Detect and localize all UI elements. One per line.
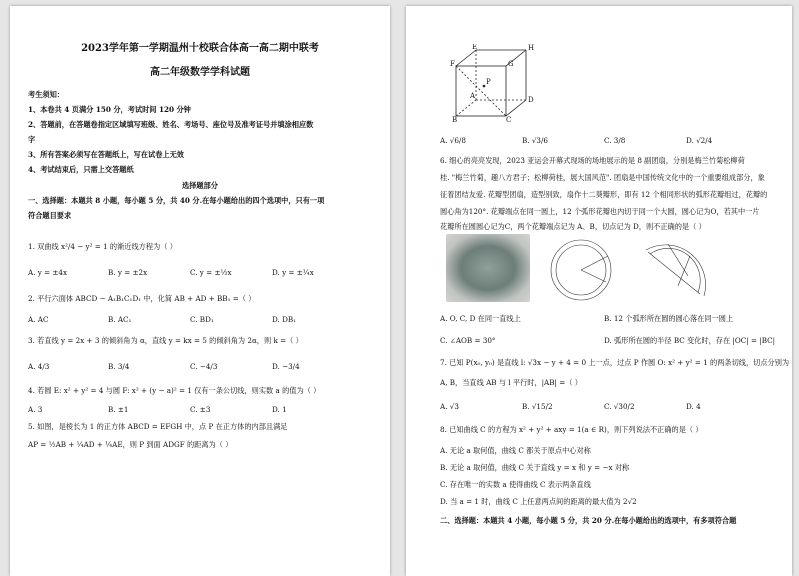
q7-option-c: C. √30/2 xyxy=(604,402,635,411)
notice-line: 2、答题前，在答题卷指定区域填写班级、姓名、考场号、座位号及准考证号并填涂相应数 xyxy=(28,120,314,129)
question-4-stem: 4. 若圆 E: x² + y² = 4 与圆 F: x² + (y − a)² = 1 仅有一条公切线，则实数 a 的值为（ ） xyxy=(28,386,321,395)
question-6-line: 征着团结友爱. 花瓣型团扇，造型别致，扇作十二葵瓣形，即有 12 个相同形状的弧形花瓣组过，花瓣的 xyxy=(440,190,768,199)
q3-option-c: C. −4/3 xyxy=(190,362,218,371)
question-8-stem: 8. 已知曲线 C 的方程为 x² + y² + axy = 1(a ∈ R)，则下列说法不正确的是（ ） xyxy=(440,425,703,434)
question-5-stem-cont: AP = ½AB + ¼AD + ¼AE，则 P 到面 ADGF 的距离为（ ） xyxy=(28,440,233,449)
part1-heading: 一、选择题：本题共 8 小题，每小题 5 分，共 40 分.在每小题给出的四个选项中，只有一项 xyxy=(28,196,325,205)
notice-line: 4、考试结束后，只需上交答题纸 xyxy=(28,165,134,174)
question-5-stem: 5. 如图，是棱长为 1 的正方体 ABCD = EFGH 中，点 P 在正方体的内部且满足 xyxy=(28,422,288,431)
cube-label: D xyxy=(528,96,534,104)
fan-photo xyxy=(446,234,530,302)
section-label: 选择题部分 xyxy=(182,181,218,190)
q4-option-b: B. ±1 xyxy=(108,405,129,414)
q6-option-d: D. 弧形所在圆的半径 BC 变化时，存在 |OC| = |BC| xyxy=(604,336,776,345)
q2-option-b: B. AC₁ xyxy=(108,315,132,324)
q1-option-c: C. y = ±½x xyxy=(190,268,232,277)
question-6-line: 桂. "梅兰竹菊，趣八方君子；松柳荷桂，展大国风范". 团扇是中国传统文化中的一个重要组成部分，象 xyxy=(440,173,765,182)
q8-option-a: A. 无论 a 取何值，曲线 C 都关于原点中心对称 xyxy=(440,446,591,455)
q1-option-a: A. y = ±4x xyxy=(28,268,68,277)
q2-option-a: A. AC xyxy=(28,315,49,324)
q3-option-a: A. 4/3 xyxy=(28,362,50,371)
notice-heading: 考生须知： xyxy=(28,90,64,99)
q6-option-a: A. O, C, D 在同一直线上 xyxy=(440,314,521,323)
q6-option-b: B. 12 个弧形所在圆的圆心落在同一圆上 xyxy=(604,314,734,323)
q5-option-c: C. 3/8 xyxy=(604,136,626,145)
cube-label: E xyxy=(472,44,478,51)
q6-option-c: C. ∠AOB = 30° xyxy=(440,336,496,345)
q2-option-c: C. BD₁ xyxy=(190,315,214,324)
cube-label: A xyxy=(470,92,476,100)
cube-label: H xyxy=(528,44,535,52)
exam-subtitle: 高二年级数学学科试题 xyxy=(150,67,250,78)
question-2-stem: 2. 平行六面体 ABCD − A₁B₁C₁D₁ 中，化简 AB + AD + BB₁ =（ ） xyxy=(28,294,256,303)
q5-option-a: A. √6/8 xyxy=(440,136,466,145)
cube-label: F xyxy=(450,60,455,68)
q4-option-a: A. 3 xyxy=(28,405,43,414)
question-7-stem-cont: A, B，当直线 AB 与 l 平行时，|AB| =（ ） xyxy=(440,378,582,387)
cube-label: G xyxy=(508,60,514,68)
notice-line: 1、本卷共 4 页满分 150 分，考试时间 120 分钟 xyxy=(28,105,191,114)
q1-option-b: B. y = ±2x xyxy=(108,268,148,277)
q7-option-d: D. 4 xyxy=(686,402,701,411)
question-6-line: 圆心角为120°. 花瓣端点在同一圆上，12 个弧形花瓣也内切于同一个大圆，圆心记为O，若其中一片 xyxy=(440,207,760,216)
question-6-line: 6. 细心的亮亮发现，2023 亚运会开幕式现场的场地展示的是 8 副团扇，分别是梅兰竹菊松柳荷 xyxy=(440,156,745,165)
q8-option-c: C. 存在唯一的实数 a 使得曲线 C 表示两条直线 xyxy=(440,480,591,489)
q4-option-c: C. ±3 xyxy=(190,405,211,414)
q4-option-d: D. 1 xyxy=(272,405,287,414)
question-7-stem: 7. 已知 P(x₀, y₀) 是直线 l: √3x − y + 4 = 0 上一点，过点 P 作圆 O: x² + y² = 1 的两条切线，切点分别为 xyxy=(440,358,790,367)
question-6-line: 花瓣所在圆圆心记为C，两个花瓣端点记为 A、B，切点记为 D，则不正确的是（ ） xyxy=(440,222,706,231)
cube-label: C xyxy=(506,116,512,122)
notice-line: 字 xyxy=(28,135,36,144)
q7-option-b: B. √15/2 xyxy=(522,402,553,411)
q1-option-d: D. y = ±¼x xyxy=(272,268,314,277)
q3-option-b: B. 3/4 xyxy=(108,362,130,371)
exam-title: 2023学年第一学期温州十校联合体高一高二期中联考 xyxy=(81,43,319,54)
notice-line: 3、所有答案必须写在答题纸上，写在试卷上无效 xyxy=(28,150,184,159)
part2-heading: 二、选择题：本题共 4 小题，每小题 5 分，共 20 分.在每小题给出的选项中，有多项符合题 xyxy=(440,516,737,525)
cube-label: B xyxy=(452,116,458,122)
part1-heading-cont: 符合题目要求 xyxy=(28,211,72,220)
q5-option-b: B. √3/6 xyxy=(522,136,548,145)
q3-option-d: D. −3/4 xyxy=(272,362,300,371)
q8-option-d: D. 当 a = 1 时，曲线 C 上任意两点间的距离的最大值为 2√2 xyxy=(440,497,637,506)
fan-diagram-2 xyxy=(638,236,718,304)
fan-diagram-1 xyxy=(546,236,616,304)
cube-label: P xyxy=(486,78,491,86)
q2-option-d: D. DB₁ xyxy=(272,315,297,324)
cube-figure xyxy=(450,44,540,122)
q5-option-d: D. √2/4 xyxy=(686,136,713,145)
question-3-stem: 3. 若直线 y = 2x + 3 的倾斜角为 α，直线 y = kx = 5 的倾斜角为 2α，则 k =（ ） xyxy=(28,336,303,345)
exam-page-left xyxy=(10,6,390,576)
q8-option-b: B. 无论 a 取何值，曲线 C 关于直线 y = x 和 y = −x 对称 xyxy=(440,463,630,472)
q7-option-a: A. √3 xyxy=(440,402,459,411)
question-1-stem: 1. 双曲线 x²/4 − y² = 1 的渐近线方程为（ ） xyxy=(28,242,177,251)
exam-page-right xyxy=(406,6,792,576)
